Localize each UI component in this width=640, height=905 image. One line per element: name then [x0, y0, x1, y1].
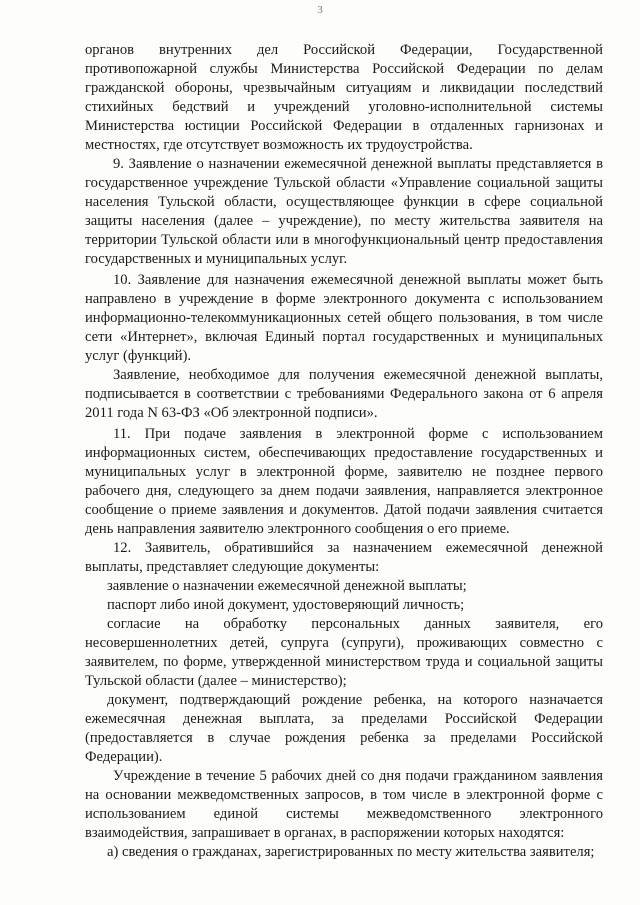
document-list-item-passport: паспорт либо иной документ, удостоверяющий личность; — [107, 597, 465, 613]
request-list-item-a: а) сведения о гражданах, зарегистрированных по месту жительства заявителя; — [107, 844, 595, 860]
document-list-item-birth-proof: документ, подтверждающий рождение ребенка, на которого назначается ежемесячная денежная выплата, за пределами Российской Федерации (предоставляется в случае рождения ребенка за пределами Российской Федерации). — [85, 692, 603, 765]
paragraph-9: 9. Заявление о назначении ежемесячной денежной выплаты представляется в государственное учреждение Тульской области «Управление социальной защиты населения Тульской области, осуществляющее функции в сфере социальной защиты населения (далее – учреждение), по месту жительства заявителя на территории Тульской области или в многофункциональный центр предоставления государственных и муниципальных услуг. — [85, 156, 603, 267]
paragraph-10: 10. Заявление для назначения ежемесячной денежной выплаты может быть направлено в учреждение в форме электронного документа с использованием информационно-телекоммуникационных сетей общего пользования, в том числе сети «Интернет», включая Единый портал государственных и муниципальных услуг (функций). — [85, 272, 603, 364]
paragraph-continuation: органов внутренних дел Российской Федерации, Государственной противопожарной службы Министерства Российской Федерации по делам гражданской обороны, чрезвычайным ситуациям и ликвидации последствий стихийных бедствий и учреждений уголовно-исполнительной системы Министерства юстиции Российской Федерации в отдаленных гарнизонах и местностях, где отсутствует возможность их трудоустройства. — [85, 42, 603, 153]
document-list-item-application: заявление о назначении ежемесячной денежной выплаты; — [107, 578, 467, 594]
paragraph-11: 11. При подаче заявления в электронной форме с использованием информационных систем, обеспечивающих предоставление государственных и муниципальных услуг в электронной форме, заявителю не позднее первого рабочего дня, следующего за днем подачи заявления, направляется электронное сообщение о приеме заявления и документов. Датой подачи заявления считается день направления заявителю электронного сообщения о его приеме. — [85, 426, 603, 537]
document-body — [85, 41, 603, 862]
paragraph-10-signature: Заявление, необходимое для получения ежемесячной денежной выплаты, подписывается в соответствии с требованиями Федерального закона от 6 апреля 2011 года N 63-ФЗ «Об электронной подписи». — [85, 367, 603, 421]
document-list-item-consent: согласие на обработку персональных данных заявителя, его несовершеннолетних детей, супруга (супруги), проживающих совместно с заявителем, по форме, утвержденной министерством труда и социальной защиты Тульской области (далее – министерство); — [85, 616, 603, 689]
page-number: 3 — [317, 4, 323, 16]
paragraph-institution-requests: Учреждение в течение 5 рабочих дней со дня подачи гражданином заявления на основании межведомственных запросов, в том числе в электронной форме с использованием единой системы межведомственного электронного взаимодействия, запрашивает в органах, в распоряжении которых находятся: — [85, 768, 603, 841]
paragraph-12: 12. Заявитель, обратившийся за назначением ежемесячной денежной выплаты, представляет следующие документы: — [85, 540, 603, 575]
